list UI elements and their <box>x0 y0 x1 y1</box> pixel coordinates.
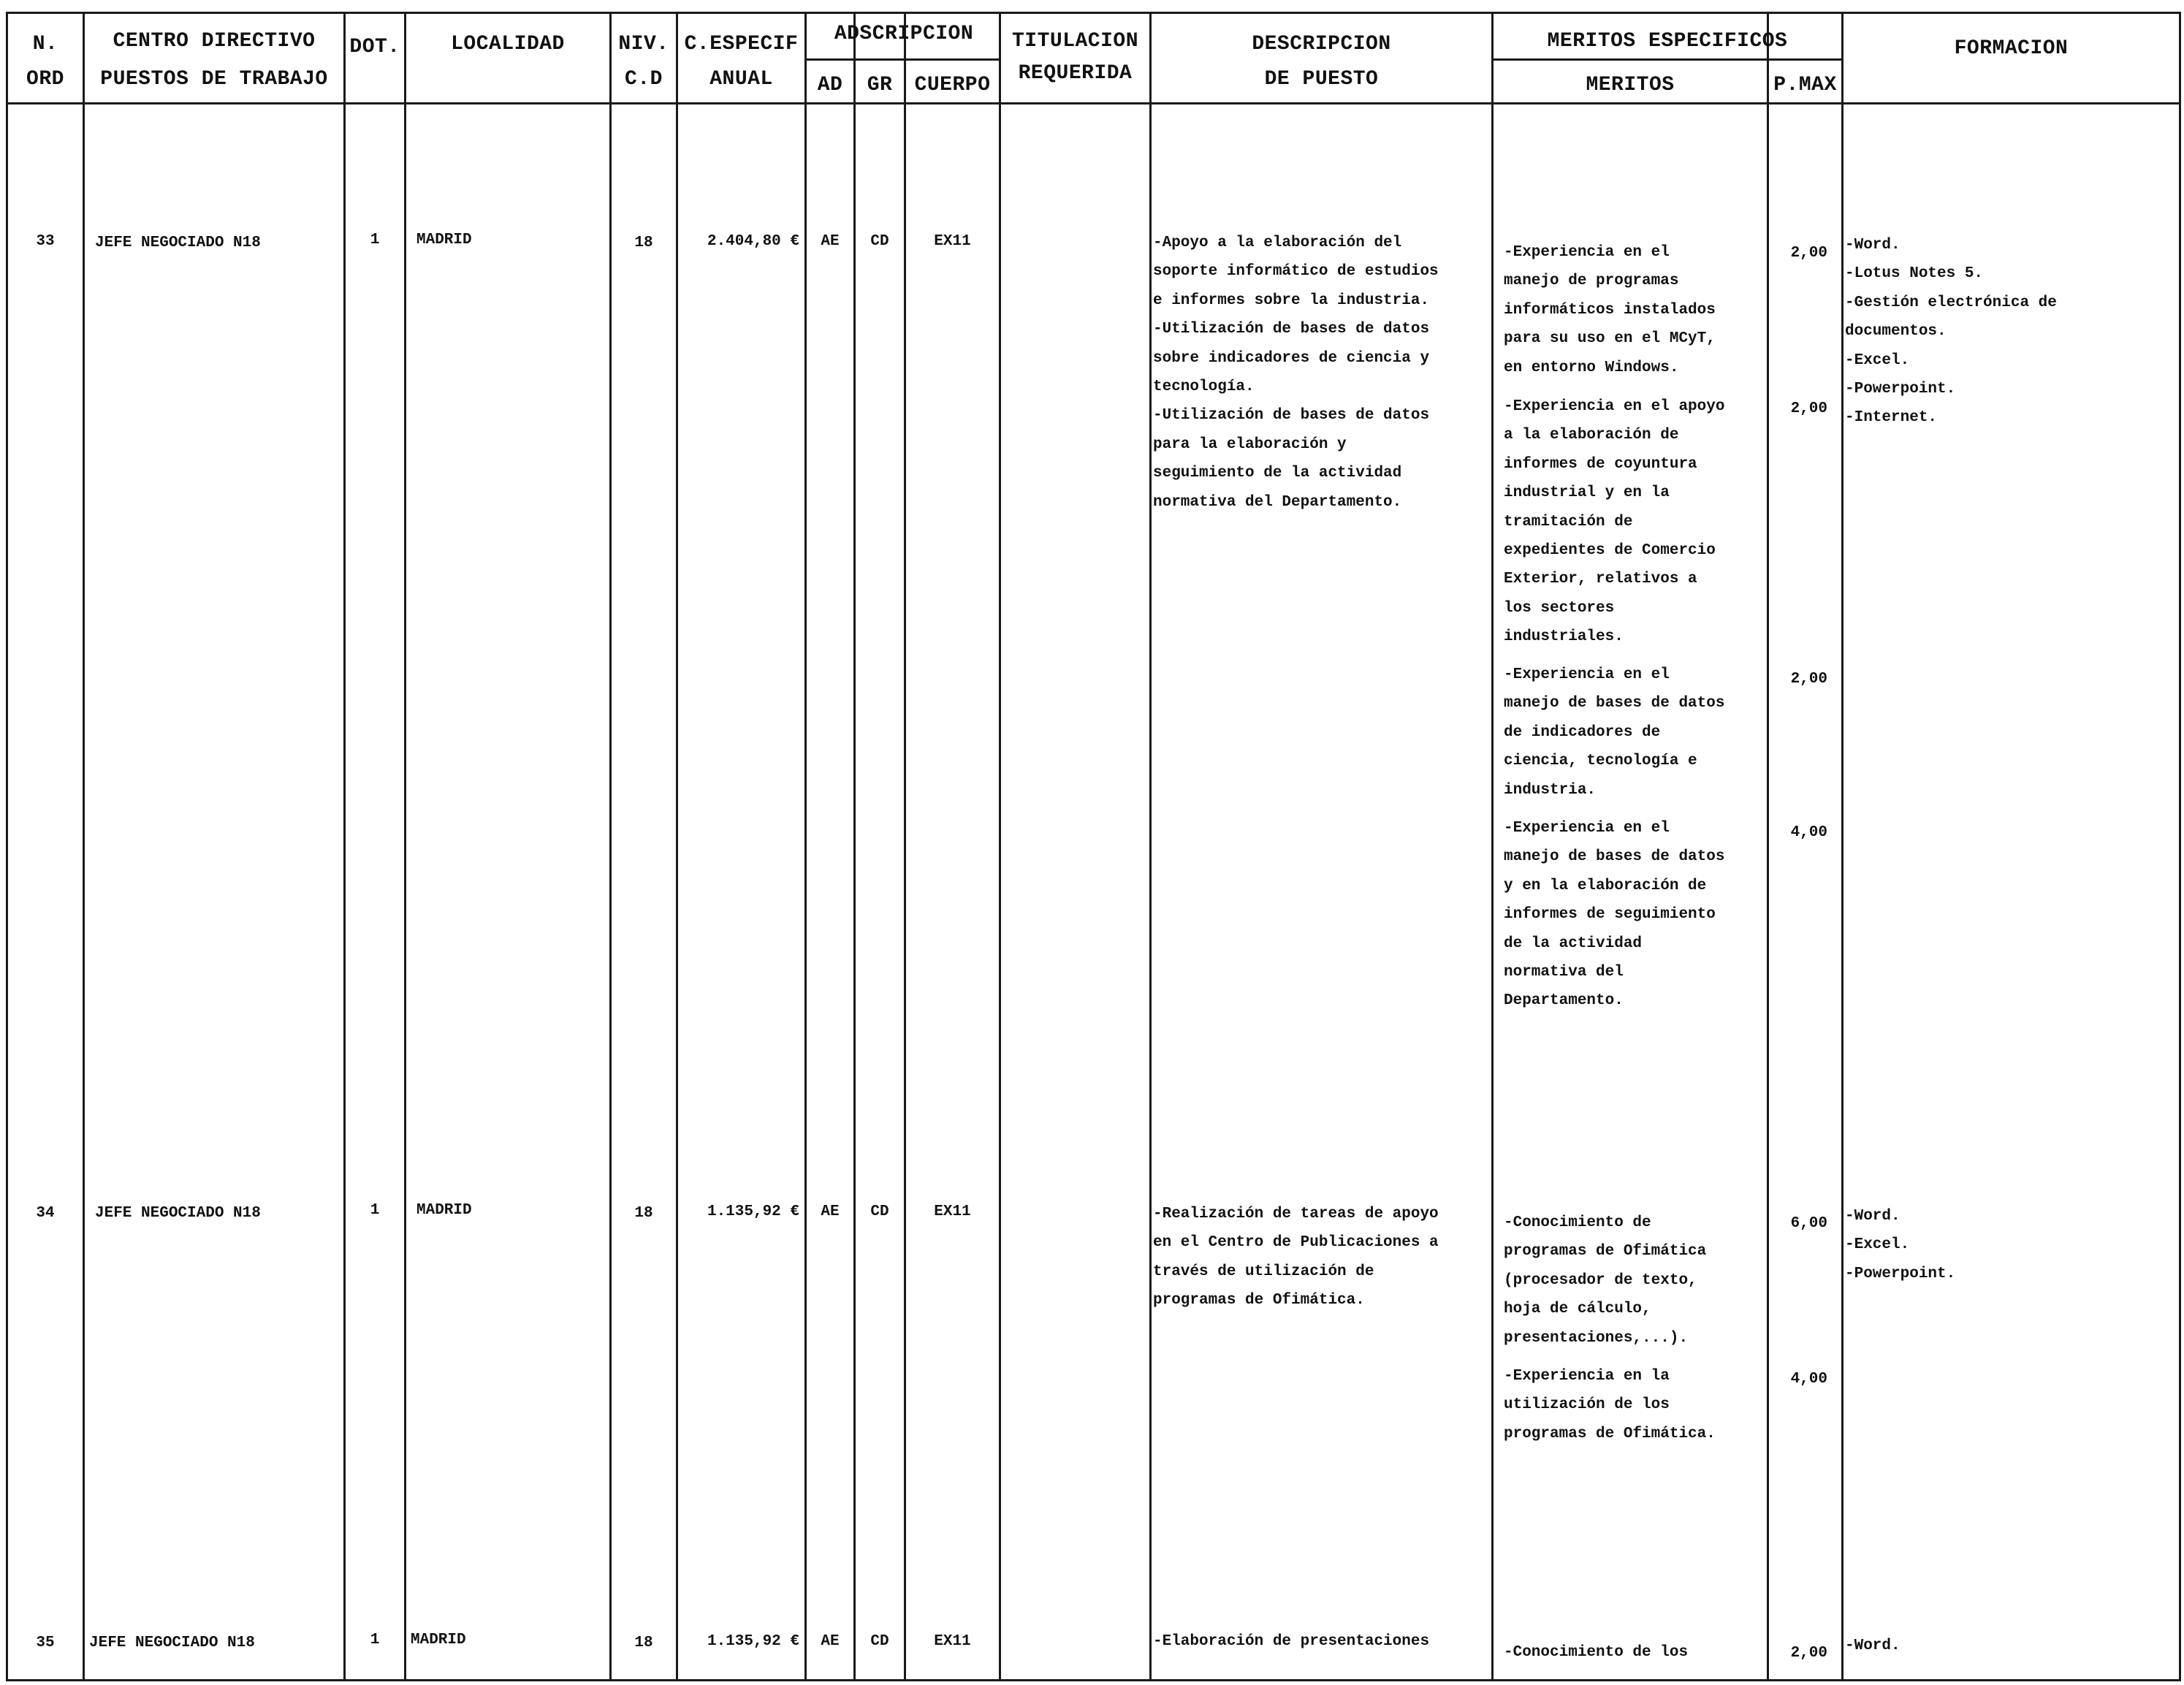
row-merito-3: -Experiencia en el manejo de bases de datos de indicadores de ciencia, tecnología e industria. <box>1504 666 1725 799</box>
header-titulacion-line1: TITULACION <box>1011 30 1139 53</box>
row-cespecif: 1.135,92 € <box>707 1203 799 1220</box>
col-border-2 <box>343 12 346 1681</box>
col-border-13 <box>1841 12 1844 1681</box>
header-descripcion-line1: DESCRIPCION <box>1252 33 1391 56</box>
row-puesto: JEFE NEGOCIADO N18 <box>95 1205 261 1222</box>
header-cespecif-line1: C.ESPECIF <box>684 33 799 56</box>
row-cuerpo: EX11 <box>934 233 971 250</box>
header-dot: DOT. <box>349 36 400 58</box>
col-border-10 <box>1149 12 1152 1681</box>
row-merito-2-pmax: 2,00 <box>1790 400 1827 417</box>
row-ad: AE <box>821 1203 840 1220</box>
row-niv: 18 <box>634 1635 653 1651</box>
row-formacion: -Word. <box>1845 1638 1900 1654</box>
row-ad: AE <box>821 233 840 250</box>
row-gr: CD <box>870 1633 889 1650</box>
row-merito-4-pmax: 4,00 <box>1790 824 1827 841</box>
header-descripcion-line2: DE PUESTO <box>1264 68 1379 91</box>
header-localidad: LOCALIDAD <box>451 33 565 56</box>
row-cespecif: 1.135,92 € <box>707 1633 799 1650</box>
col-border-8 <box>904 12 906 1681</box>
header-cuerpo: CUERPO <box>914 74 991 96</box>
row-merito-1-pmax: 2,00 <box>1790 245 1827 262</box>
header-centro-line1: CENTRO DIRECTIVO <box>113 30 316 53</box>
row-merito-2: -Experiencia en el apoyo a la elaboración de informes de coyuntura industrial y en la tramitación de expedientes de Comercio Exterior, relativos a los sectores industriales. <box>1504 398 1725 646</box>
header-niv-line2: C.D <box>625 68 663 91</box>
row-merito-2-pmax: 4,00 <box>1790 1371 1827 1388</box>
row-merito-4: -Experiencia en el manejo de bases de datos y en la elaboración de informes de seguimiento de la actividad normativa del Departamento. <box>1504 820 1725 1010</box>
header-n-ord-line1: N. <box>32 33 58 56</box>
row-descripcion: -Elaboración de presentaciones <box>1153 1633 1430 1650</box>
row-niv: 18 <box>634 235 653 251</box>
row-merito-1-pmax: 2,00 <box>1790 1645 1827 1662</box>
col-border-6 <box>804 12 807 1681</box>
header-adscripcion: ADSCRIPCION <box>834 23 974 45</box>
row-cuerpo: EX11 <box>934 1633 971 1650</box>
table-bottom-border <box>6 1679 2180 1681</box>
row-merito-1-pmax: 6,00 <box>1790 1215 1827 1232</box>
row-dot: 1 <box>370 232 380 248</box>
adscripcion-sub-border <box>804 58 1001 61</box>
header-bottom-border <box>6 102 2180 104</box>
row-n-ord: 35 <box>36 1635 55 1651</box>
meritos-sub-border <box>1491 58 1844 61</box>
col-border-11 <box>1491 12 1494 1681</box>
row-gr: CD <box>870 1203 889 1220</box>
header-centro-line2: PUESTOS DE TRABAJO <box>100 68 328 91</box>
col-border-5 <box>676 12 678 1681</box>
header-meritos-especificos: MERITOS ESPECIFICOS <box>1547 30 1788 53</box>
header-formacion: FORMACION <box>1954 37 2069 60</box>
row-gr: CD <box>870 233 889 250</box>
header-meritos: MERITOS <box>1586 74 1675 96</box>
row-puesto: JEFE NEGOCIADO N18 <box>95 235 261 251</box>
row-merito-1: -Experiencia en el manejo de programas informáticos instalados para su uso en el MCyT, en entorno Windows. <box>1504 244 1716 376</box>
row-merito-2: -Experiencia en la utilización de los programas de Ofimática. <box>1504 1368 1716 1442</box>
row-merito-1: -Conocimiento de los <box>1504 1644 1689 1661</box>
header-niv-line1: NIV. <box>618 33 669 56</box>
header-ad: AD <box>817 74 843 96</box>
col-border-3 <box>404 12 406 1681</box>
row-n-ord: 33 <box>36 233 55 250</box>
row-formacion: -Word. -Lotus Notes 5. -Gestión electrónica de documentos. -Excel. -Powerpoint. -Internet. <box>1845 237 2057 427</box>
row-n-ord: 34 <box>36 1205 55 1222</box>
col-border-4 <box>609 12 612 1681</box>
row-localidad: MADRID <box>416 232 472 248</box>
row-localidad: MADRID <box>411 1632 466 1648</box>
col-border-0 <box>6 12 8 1681</box>
row-ad: AE <box>821 1633 840 1650</box>
row-merito-1: -Conocimiento de programas de Ofimática (procesador de texto, hoja de cálculo, presentaciones,...). <box>1504 1214 1707 1347</box>
row-dot: 1 <box>370 1632 380 1648</box>
row-cuerpo: EX11 <box>934 1203 971 1220</box>
row-cespecif: 2.404,80 € <box>707 233 799 250</box>
col-border-14 <box>2179 12 2181 1681</box>
row-dot: 1 <box>370 1202 380 1219</box>
row-puesto: JEFE NEGOCIADO N18 <box>89 1635 255 1651</box>
header-gr: GR <box>867 74 893 96</box>
table-top-border <box>6 12 2180 14</box>
row-formacion: -Word. -Excel. -Powerpoint. <box>1845 1208 1956 1282</box>
header-titulacion-line2: REQUERIDA <box>1018 62 1133 85</box>
header-cespecif-line2: ANUAL <box>709 68 773 91</box>
row-niv: 18 <box>634 1205 653 1222</box>
row-localidad: MADRID <box>416 1202 472 1219</box>
col-border-7 <box>853 12 856 1681</box>
header-pmax: P.MAX <box>1773 74 1837 96</box>
row-descripcion: -Apoyo a la elaboración del soporte informático de estudios e informes sobre la industria. -Utilización de bases de datos sobre indicadores de ciencia y tecnología. -Utilización de bases de datos para la elaboración y seguimiento de la actividad normativa del Departamento. <box>1153 235 1439 511</box>
header-n-ord-line2: ORD <box>26 68 64 91</box>
col-border-1 <box>83 12 85 1681</box>
row-merito-3-pmax: 2,00 <box>1790 671 1827 688</box>
row-descripcion: -Realización de tareas de apoyo en el Centro de Publicaciones a través de utilización de programas de Ofimática. <box>1153 1206 1439 1309</box>
col-border-9 <box>999 12 1001 1681</box>
